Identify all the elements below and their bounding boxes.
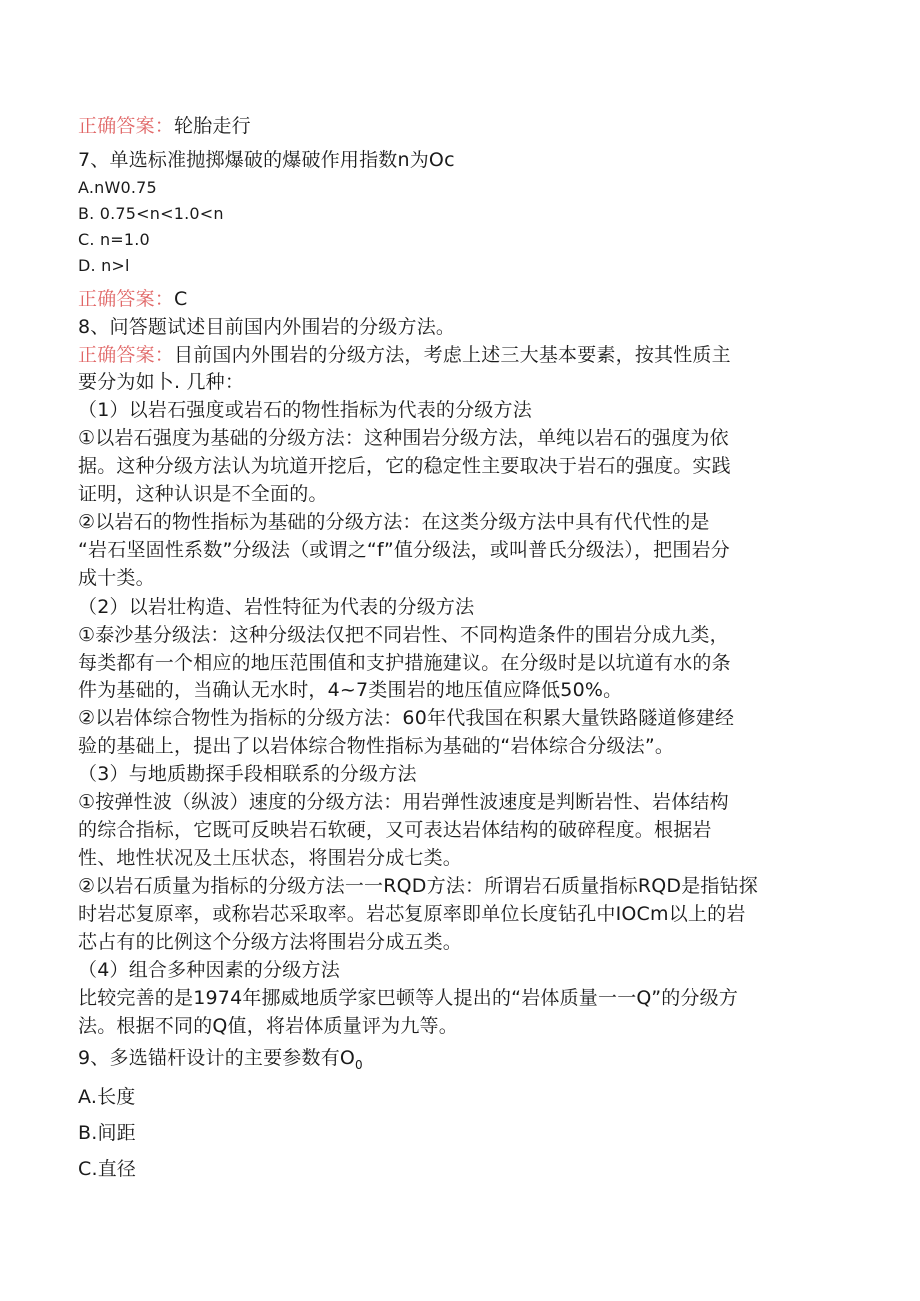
q9-option-b: B.间距: [78, 1122, 136, 1144]
q8-answer-line-14: 验的基础上，提出了以岩体综合物性指标为基础的“岩体综合分级法”。: [78, 735, 675, 757]
q8-answer-line-24: 法。根据不同的Q值，将岩体质量评为九等。: [78, 1015, 458, 1037]
q8-stem: 8、问答题试述目前国内外围岩的分级方法。: [78, 316, 456, 338]
answer-label: 正确答案：: [78, 288, 175, 310]
q8-answer-line-4: 据。这种分级方法认为坑道开挖后，它的稳定性主要取决于岩石的强度。实践: [78, 455, 731, 477]
q6-answer-line: [78, 113, 251, 139]
q8-answer-line-23: 比较完善的是1974年挪威地质学家巴顿等人提出的“岩体质量一一Q”的分级方: [78, 987, 739, 1009]
q9-stem-line: [78, 1045, 363, 1078]
q8-answer-line-0: [78, 342, 731, 368]
q7-answer-line: [78, 286, 187, 312]
q8-answer-line-8: 成十类。: [78, 567, 155, 589]
q7-option-b: B. 0.75<n<1.0<n: [78, 204, 224, 223]
q7-stem: 7、单选标准抛掷爆破的爆破作用指数n为Oc: [78, 149, 455, 171]
q8-answer-line-6: ②以岩石的物性指标为基础的分级方法：在这类分级方法中具有代代性的是: [78, 511, 710, 533]
q9-stem-subscript: 0: [355, 1057, 363, 1072]
q8-answer-line-1: 要分为如卜. 几种：: [78, 371, 245, 393]
q8-answer-line-20: 时岩芯复原率，或称岩芯采取率。岩芯复原率即单位长度钻孔中IOCm以上的岩: [78, 903, 746, 925]
q9-option-a: A.长度: [78, 1086, 136, 1108]
q8-answer-line-11: 每类都有一个相应的地压范围值和支护措施建议。在分级时是以坑道有水的条: [78, 652, 731, 674]
q7-option-d: D. n>l: [78, 256, 130, 275]
q8-answer-line-7: “岩石坚固性系数”分级法（或谓之“f”值分级法，或叫普氏分级法），把围岩分: [78, 539, 730, 561]
q8-answer-line-17: 的综合指标，它既可反映岩石软硬，又可表达岩体结构的破碎程度。根据岩: [78, 819, 712, 841]
q8-answer-line-16: ①按弹性波（纵波）速度的分级方法：用岩弹性波速度是判断岩性、岩体结构: [78, 791, 729, 813]
q7-option-a: A.nW0.75: [78, 178, 157, 197]
q8-answer-line-19: ②以岩石质量为指标的分级方法一一RQD方法：所谓岩石质量指标RQD是指钻探: [78, 875, 759, 897]
q8-answer-line-18: 性、地性状况及土压状态，将围岩分成七类。: [78, 847, 463, 869]
q8-answer-line-9: （2）以岩壮构造、岩性特征为代表的分级方法: [78, 596, 475, 618]
q7-option-c: C. n=1.0: [78, 230, 150, 249]
q6-answer-text: 轮胎走行: [174, 115, 251, 137]
q9-stem: 9、多选锚杆设计的主要参数有O: [78, 1047, 356, 1069]
q8-answer-line-22: （4）组合多种因素的分级方法: [78, 959, 340, 981]
q9-option-c: C.直径: [78, 1158, 137, 1180]
q7-answer-text: C: [174, 288, 188, 310]
answer-label: 正确答案：: [78, 344, 175, 366]
answer-label: 正确答案：: [78, 115, 175, 137]
q8-answer-line-10: ①泰沙基分级法：这种分级法仅把不同岩性、不同构造条件的围岩分成九类，: [78, 624, 729, 646]
q8-answer-line-21: 芯占有的比例这个分级方法将围岩分成五类。: [78, 931, 463, 953]
q8-answer-line-3: ①以岩石强度为基础的分级方法：这种围岩分级方法，单纯以岩石的强度为依: [78, 427, 729, 449]
q8-answer-line-5: 证明，这种认识是不全面的。: [78, 483, 328, 505]
q8-answer-line-15: （3）与地质勘探手段相联系的分级方法: [78, 763, 417, 785]
q8-answer-line-13: ②以岩体综合物性为指标的分级方法：60年代我国在积累大量铁路隧道修建经: [78, 707, 735, 729]
q8-answer-line-2: （1）以岩石强度或岩石的物性指标为代表的分级方法: [78, 399, 532, 421]
q8-answer-text: 目前国内外围岩的分级方法，考虑上述三大基本要素，按其性质主: [174, 344, 731, 366]
q8-answer-line-12: 件为基础的，当确认无水时，4~7类围岩的地压值应降低50%。: [78, 679, 623, 701]
